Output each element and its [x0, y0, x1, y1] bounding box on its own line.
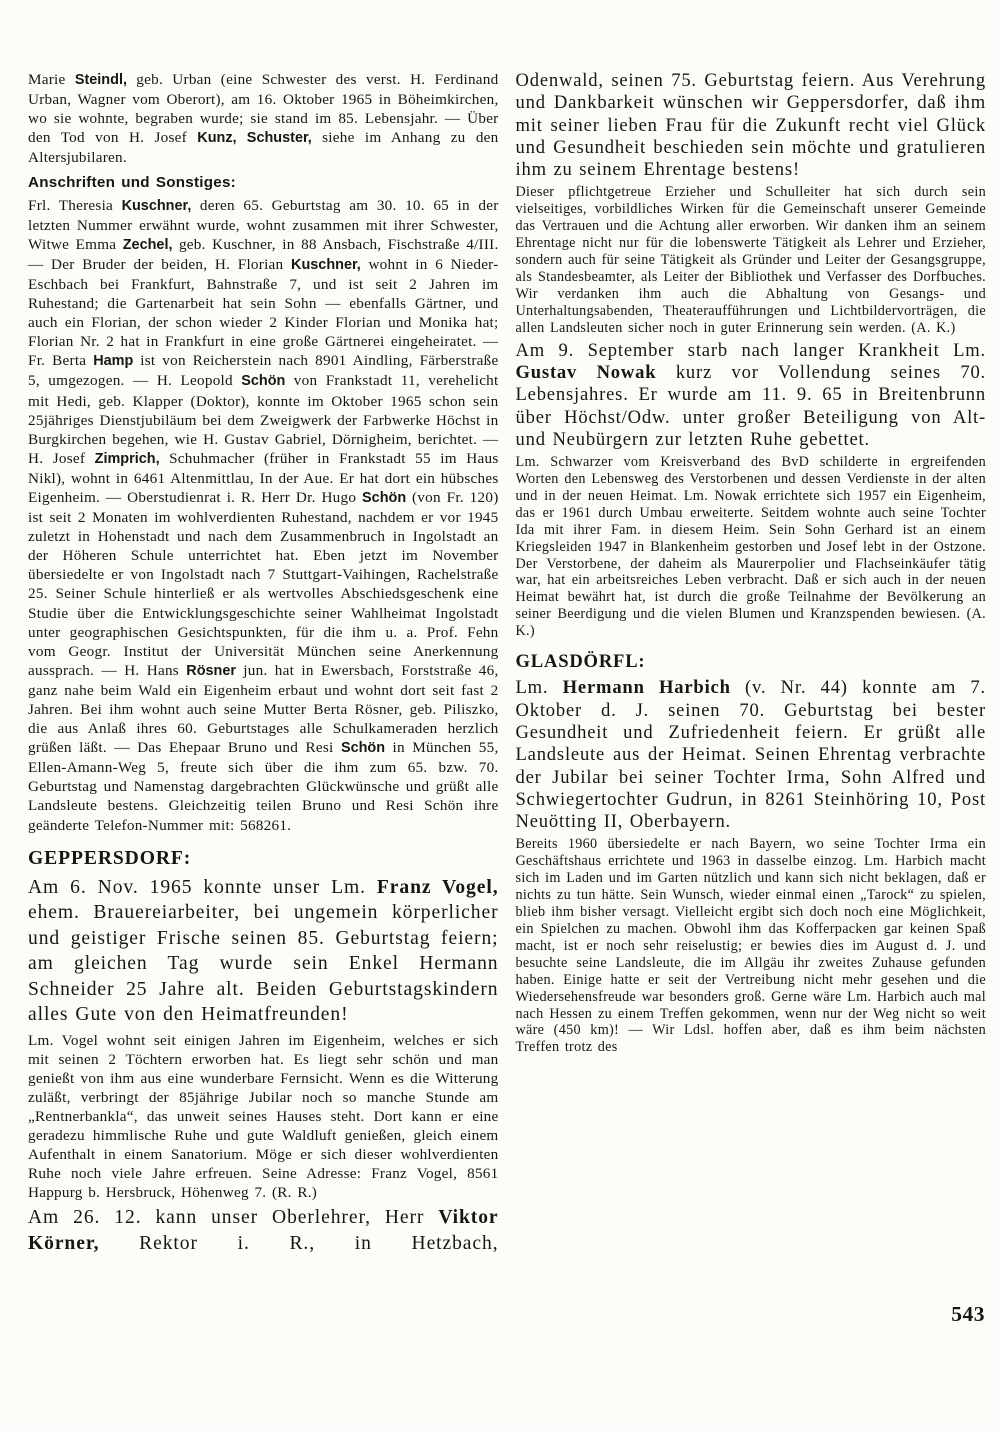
person-name-bold: Schön: [362, 489, 407, 506]
person-name-bold: Gustav Nowak: [515, 361, 657, 383]
text-run: (v. Nr. 44) konnte am 7. Oktober d. J. seinen 70. Geburtstag bei bester Gesundheit und Zufriedenheit feiern. Er grüßt alle Landsleute aus der Heimat. Seinen Ehrentag verbrachte der Jubilar bei seiner Tochter Irma, Sohn Alfred und Schwiegertochter Gudrun, in 8261 Steinhöring 10, Post Neuötting II, Oberbayern.: [515, 677, 986, 833]
vogel-birthday-paragraph: [28, 875, 499, 1027]
harbich-birthday-paragraph: [516, 677, 987, 833]
text-run: Dieser pflichtgetreue Erzieher und Schulleiter hat sich durch sein vielseitiges, vorbildliches Wirken für die Gemeinschaft unserer Gemeinde das Vertrauen und die Achtung aller erworben. Wir danken ihm an seinem Ehrentage nicht nur für die lobenswerte Tätigkeit als Lehrer und Erzieher, sondern auch für seine Tätigkeit als Gründer und Leiter der Gesangsgruppe, als Standesbeamter, als Leiter der Bibliothek und Verfasser des Dorfbuches. Wir verdanken ihm auch die Abhaltung von Gesangs- und Unterhaltungsabenden, Theateraufführungen und Lichtbildervorträgen, die allen Landsleuten sicher noch in guter Erinnerung sein werden. (A. K.): [515, 184, 986, 336]
harbich-details-paragraph: [516, 836, 987, 1056]
text-run: Bereits 1960 übersiedelte er nach Bayern, wo seine Tochter Irma ein Geschäftshaus errichtete und 1963 in dasselbe einzog. Lm. Harbich macht sich im Laden und im Garten nützlich und kann sich nicht beklagen, daß er nichts zu tun hätte. Sein Wunsch, wieder einmal einen „Tarock“ zu spielen, blieb ihm bisher versagt. Vielleicht ergibt sich doch noch eine Möglichkeit, ein Spielchen zu machen. Obwohl ihm das Kofferpacken gar keinen Spaß macht, ist er noch sehr reiselustig; er bewies dies im August d. J. und besuchte seine Landsleute, die im Allgäu ihr zweites Zuhause gefunden haben. Einige hatte er seit der Vertreibung nicht mehr gesehen und die Wiedersehensfreude war besonders groß. Gerne wäre Lm. Harbich auch mal nach Hessen zu einem Treffen gekommen, wenn nur der Weg nicht so weit wäre (450 km)! — Wir Ldsl. hoffen aber, daß es ihm beim nächsten Treffen trotz des: [515, 836, 986, 1056]
text-run: ehem. Brauereiarbeiter, bei ungemein körperlicher und geistiger Frische seinen 85. Geburtstag feiern; am gleichen Tag wurde sein Enkel Hermann Schneider 25 Jahre alt. Beiden Geburtstagskindern alles Gute von den Heimatfreunden!: [28, 902, 499, 1026]
text-run: (von Fr. 120) ist seit 2 Monaten im wohlverdienten Ruhestand, nachdem er vor 1945 zuletzt in Hohenstadt und nach dem Zusammenbruch in Ingolstadt an der Höheren Schule unterrichtet hat. Eben jetzt im November übersiedelte er von Ingolstadt nach 7 Stuttgart-Vaihingen, Rachelstraße 25. Seiner Schule hinterließ er als wertvolles Abschiedsgeschenk eine Studie über die Entwicklungsgeschichte seiner Wahlheimat Ingolstadt unter geographischen Gesichtspunkten, für die ihm u. a. Prof. Fehn vom Geogr. Institut der Universität München seine Anerkennung aussprach. — H. Hans: [28, 488, 499, 679]
page-content: [28, 70, 986, 1256]
text-run: Lm.: [515, 677, 563, 699]
column-right: [516, 70, 987, 1056]
vogel-details-paragraph: [28, 1031, 499, 1203]
person-name-bold: Zechel,: [122, 236, 173, 253]
text-run: geb. Kuschner, in 88 Ansbach, Fischstraße 4/III. — Der Bruder der beiden, H. Florian: [28, 235, 499, 273]
nowak-obituary-paragraph: [516, 340, 987, 451]
person-name-bold: Hamp: [93, 353, 134, 370]
text-run: wohnt in 6 Nieder-Eschbach bei Frankfurt, Bahnstraße 7, und ist seit 2 Jahren im Ruhestand; die Gartenarbeit hat sein Sohn — ebenfalls Gärtner, und auch ein Florian, der schon wieder 2 Kinder Florian und Monika hat; Florian Nr. 2 hat in Frankfurt in eine große Gärtnerei eingeheiratet. — Fr. Berta: [28, 255, 499, 370]
text-run: ist von Reicherstein nach 8901 Aindling, Färberstraße 5, umgezogen. — H. Leopold: [28, 352, 499, 390]
page-number: 543: [951, 1302, 985, 1326]
person-name-bold: Steindl,: [74, 72, 127, 88]
person-name-bold: Schön: [241, 373, 286, 390]
nowak-details-paragraph: [516, 454, 987, 640]
anschriften-paragraph: [28, 196, 499, 835]
koerner-tribute-paragraph: [516, 184, 987, 336]
text-run: Lm. Vogel wohnt seit einigen Jahren im Eigenheim, welches er sich mit seinen 2 Töchtern erworben hat. Es liegt sehr schön und man genießt von ihm aus eine wunderbare Fernsicht. Wenn es die Witterung zuläßt, verbringt der 85jährige Jubilar noch so manche Stunde am „Rentnerbankla“, das unweit seines Hauses steht. Dort kann er eine geradezu himmlische Ruhe und gute Waldluft genießen, gleich einem Aufenthalt in einem Sanatorium. Möge er sich dieser wohlverdienten Ruhe noch viele Jahre erfreuen. Seine Adresse: Franz Vogel, 8561 Happurg b. Hersbruck, Höhenweg 7. (R. R.): [28, 1031, 499, 1202]
text-run: Anschriften und Sonstiges:: [28, 174, 236, 192]
glasdoerfl-heading: [516, 651, 987, 673]
text-run: Am 26. 12. kann unser Oberlehrer, Herr: [28, 1207, 439, 1229]
text-run: Am 6. Nov. 1965 konnte unser Lm.: [28, 877, 377, 899]
text-run: Schuhmacher (früher in Frankstadt 55 im Haus Nikl), wohnt in 6461 Altenmittlau, In der Aue. Er hat dort ein hübsches Eigenheim. — Oberstudienrat i. R. Herr Dr. Hugo: [28, 449, 499, 506]
person-name-bold: Franz Vogel,: [376, 877, 499, 899]
text-run: deren 65. Geburtstag am 30. 10. 65 in der letzten Nummer erwähnt wurde, wohnt zusammen mit ihrer Schwester, Witwe Emma: [28, 196, 499, 253]
person-name-bold: Rösner: [186, 662, 237, 679]
person-name-bold: Kuschner,: [121, 197, 192, 214]
person-name-bold: Hermann Harbich: [562, 677, 731, 699]
person-name-bold: Schön: [340, 740, 386, 757]
text-run: GEPPERSDORF:: [28, 847, 192, 869]
anschriften-heading: [28, 173, 499, 192]
person-name-bold: Viktor Körner,: [28, 1207, 499, 1254]
text-run: von Frankstadt 11, verehelicht mit Hedi, geb. Klapper (Doktor), konnte im Oktober 1965 schon sein 25jähriges Dienstjubiläum bei dem Zweigwerk der Farbwerke Höchst in Burgkirchen begehen, wie H. Gustav Gabriel, Dörnigheim, berichtet. — H. Josef: [28, 372, 499, 467]
person-name-bold: Zimprich,: [94, 450, 160, 467]
text-run: geb. Urban (eine Schwester des verst. H. Ferdinand Urban, Wagner vom Oberort), am 16. Oktober 1965 in Böheimkirchen, wo sie wohnte, begraben wurde; sie stand im 85. Lebensjahr. — Über den Tod von H. Josef: [28, 71, 499, 147]
text-run: siehe im Anhang zu den Altersjubilaren.: [28, 129, 499, 167]
text-run: GLASDÖRFL:: [515, 651, 646, 673]
text-run: Rektor i. R., in Hetzbach,: [99, 1232, 499, 1254]
person-name-bold: Kunz, Schuster,: [197, 130, 312, 147]
text-run: Marie: [28, 71, 75, 88]
text-run: in München 55, Ellen-Amann-Weg 5, freute sich über die ihm zum 65. bzw. 70. Geburtstag und Namenstag dargebrachten Glückwünsche und grüßt alle Landsleute bestens. Gleichzeitig teilen Bruno und Resi Schön ihre geänderte Telefon-Nummer mit: 568261.: [28, 739, 499, 834]
koerner-birthday-paragraph: [28, 1205, 499, 1256]
column-left: [28, 70, 499, 1256]
koerner-continuation-paragraph: [516, 70, 987, 181]
steindl-kunz-paragraph: [28, 70, 499, 167]
text-run: Am 9. September starb nach langer Krankheit Lm.: [515, 339, 986, 361]
text-run: Odenwald, seinen 75. Geburtstag feiern. Aus Verehrung und Dankbarkeit wünschen wir Geppersdorfer, daß ihm mit seiner lieben Frau für die Zukunft recht viel Glück und Gesundheit beschieden sein möchte und gratulieren ihm zu seinem Ehrentage bestens!: [515, 70, 986, 181]
text-run: Lm. Schwarzer vom Kreisverband des BvD schilderte in ergreifenden Worten den Lebensweg des Verstorbenen und dessen Verdienste in der alten und in der neuen Heimat. Lm. Nowak errichtete sich 1957 ein Eigenheim, das er 1961 durch Umbau erweiterte. Seitdem wohnte auch seine Tochter Ida mit ihrer Fam. in diesem Heim. Sein Sohn Gerhard ist an einem Kriegsleiden 1947 in Blankenheim gestorben und Josef lebt in der Ostzone. Der Verstorbene, der daheim als Maurerpolier und Flachseinkäufer tätig war, hat ein arbeitsreiches Leben verbracht. Daß er sich auch in der neuen Heimat bewährt hat, ist durch die große Teilnahme der Bevölkerung an seiner Beerdigung und die vielen Blumen und Kranzspenden bewiesen. (A. K.): [515, 454, 986, 640]
person-name-bold: Kuschner,: [291, 256, 361, 273]
text-run: Frl. Theresia: [28, 196, 122, 214]
geppersdorf-heading: [28, 846, 499, 871]
text-run: kurz vor Vollendung seines 70. Lebensjahres. Er wurde am 11. 9. 65 in Breitenbrunn über Höchst/Odw. unter großer Beteiligung von Alt- und Neubürgern zur letzten Ruhe gebettet.: [515, 361, 986, 450]
text-run: jun. hat in Ewersbach, Forststraße 46, ganz nahe beim Wald ein Eigenheim erbaut und wohnt dort seit fast 2 Jahren. Bei ihm wohnt auch seine Mutter Berta Rösner, geb. Piliszko, die aus Anlaß ihres 60. Geburtstages alle Schulkameraden herzlich grüßen läßt. — Das Ehepaar Bruno und Resi: [28, 661, 499, 757]
